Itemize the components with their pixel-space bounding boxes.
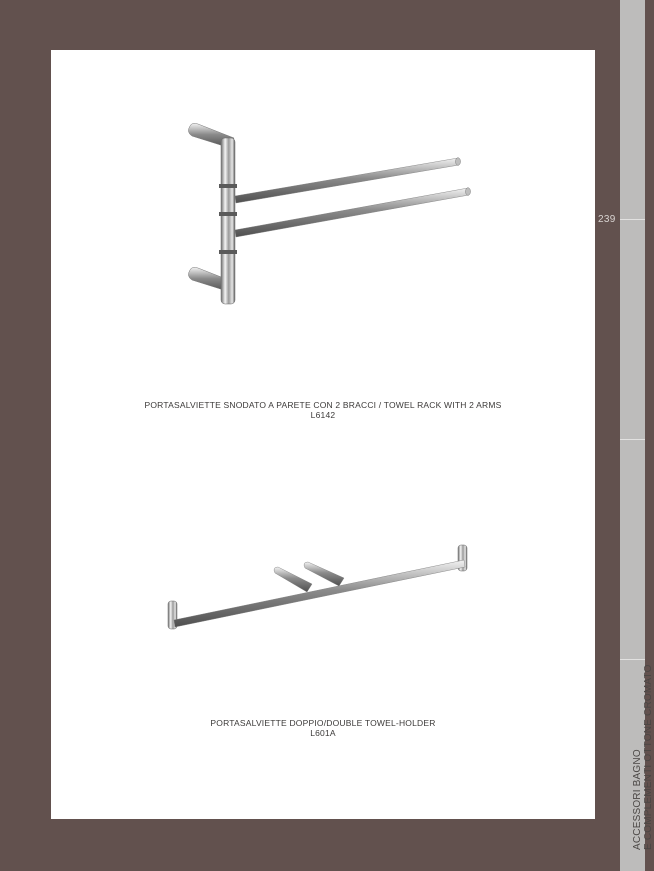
side-divider [620,439,645,440]
product-code: L6142 [310,410,336,420]
product-code: L601A [310,728,336,738]
page-number: 239 [598,214,616,225]
product-caption [51,400,595,420]
product-title: PORTASALVIETTE SNODATO A PARETE CON 2 BRACCI / TOWEL RACK WITH 2 ARMS [144,400,502,410]
towel-rack-image [180,118,475,308]
side-divider [620,659,645,660]
towel-holder-image [162,540,474,632]
section-label-line1: ACCESSORI BAGNO [632,749,643,850]
product-caption [51,718,595,738]
section-label-line2: E COMPLEMENTI OTTONE CROMATO [643,664,654,850]
product-title: PORTASALVIETTE DOPPIO/DOUBLE TOWEL-HOLDER [210,718,436,728]
side-divider [620,219,645,220]
section-label [632,664,654,850]
